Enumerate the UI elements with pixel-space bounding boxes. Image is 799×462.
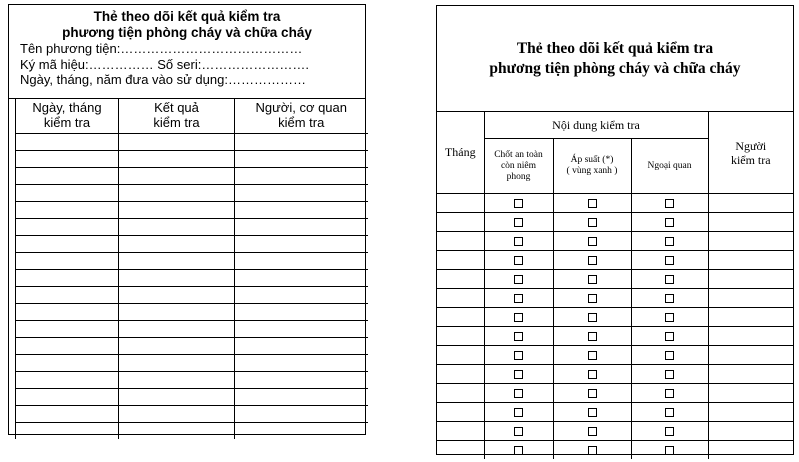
right-table-cell[interactable]: [631, 270, 708, 289]
left-table-cell[interactable]: [16, 389, 119, 406]
checkbox[interactable]: [665, 237, 674, 246]
checkbox[interactable]: [665, 389, 674, 398]
left-table-row: [16, 168, 368, 185]
left-table-cell[interactable]: [119, 304, 235, 321]
left-table-row: [16, 219, 368, 236]
checkbox[interactable]: [514, 218, 523, 227]
right-table-cell[interactable]: [484, 403, 553, 422]
right-table-cell[interactable]: [631, 346, 708, 365]
left-table-row: [16, 202, 368, 219]
right-table-cell[interactable]: [484, 232, 553, 251]
checkbox[interactable]: [665, 332, 674, 341]
right-table-cell[interactable]: [553, 346, 631, 365]
right-table-cell[interactable]: [484, 308, 553, 327]
left-table-cell[interactable]: [119, 253, 235, 270]
left-table-row: [16, 134, 368, 151]
left-table-cell[interactable]: [16, 270, 119, 287]
checkbox[interactable]: [514, 370, 523, 379]
checkbox[interactable]: [665, 275, 674, 284]
left-table-cell[interactable]: [119, 219, 235, 236]
right-table-cell[interactable]: [708, 289, 793, 308]
checkbox[interactable]: [588, 408, 597, 417]
right-table-cell[interactable]: [631, 213, 708, 232]
checkbox[interactable]: [514, 446, 523, 455]
left-table-row: [16, 287, 368, 304]
right-table-cell[interactable]: [631, 194, 708, 213]
right-table-row: [437, 403, 793, 422]
left-card-title-line2: phương tiện phòng cháy và chữa cháy: [62, 25, 312, 40]
checkbox[interactable]: [588, 256, 597, 265]
checkbox[interactable]: [665, 256, 674, 265]
right-table-cell[interactable]: [631, 251, 708, 270]
right-table-cell[interactable]: [437, 403, 484, 422]
checkbox[interactable]: [665, 446, 674, 455]
checkbox[interactable]: [588, 389, 597, 398]
right-table-cell[interactable]: [631, 441, 708, 460]
right-table-cell[interactable]: [484, 194, 553, 213]
right-table-cell[interactable]: [553, 403, 631, 422]
checkbox[interactable]: [665, 294, 674, 303]
checkbox[interactable]: [665, 370, 674, 379]
right-table-cell[interactable]: [708, 441, 793, 460]
left-table-cell[interactable]: [235, 202, 368, 219]
left-table-cell[interactable]: [235, 372, 368, 389]
left-table-cell[interactable]: [16, 202, 119, 219]
checkbox[interactable]: [588, 332, 597, 341]
column-header-inspector: Người kiểm tra: [708, 112, 793, 194]
left-table-cell[interactable]: [119, 372, 235, 389]
left-table-cell[interactable]: [16, 151, 119, 168]
checkbox[interactable]: [514, 237, 523, 246]
right-table-row: [437, 308, 793, 327]
checkbox[interactable]: [514, 408, 523, 417]
right-inspection-table: [437, 112, 793, 459]
checkbox[interactable]: [588, 370, 597, 379]
left-inspection-table: [15, 99, 368, 439]
right-table-cell[interactable]: [553, 289, 631, 308]
right-table-cell[interactable]: [437, 384, 484, 403]
left-table-cell[interactable]: [235, 355, 368, 372]
right-table-row: [437, 365, 793, 384]
left-table-cell[interactable]: [119, 202, 235, 219]
checkbox[interactable]: [665, 199, 674, 208]
right-table-cell[interactable]: [553, 422, 631, 441]
right-table-row: [437, 346, 793, 365]
right-table-cell[interactable]: [631, 289, 708, 308]
right-table-cell[interactable]: [437, 270, 484, 289]
left-table-cell[interactable]: [16, 168, 119, 185]
right-table-row: [437, 289, 793, 308]
left-table-cell[interactable]: [16, 134, 119, 151]
left-table-cell[interactable]: [119, 287, 235, 304]
right-table-cell[interactable]: [553, 308, 631, 327]
left-table-row: [16, 236, 368, 253]
checkbox[interactable]: [588, 218, 597, 227]
right-table-cell[interactable]: [631, 308, 708, 327]
right-table-row: [437, 270, 793, 289]
left-table-cell[interactable]: [235, 253, 368, 270]
checkbox[interactable]: [665, 351, 674, 360]
checkbox[interactable]: [588, 351, 597, 360]
right-table-cell[interactable]: [708, 232, 793, 251]
right-table-cell[interactable]: [708, 346, 793, 365]
right-table-row: [437, 441, 793, 460]
checkbox[interactable]: [588, 446, 597, 455]
column-header-month: Tháng: [437, 112, 484, 194]
left-table-cell[interactable]: [119, 270, 235, 287]
checkbox[interactable]: [588, 313, 597, 322]
left-table-cell[interactable]: [119, 406, 235, 423]
right-table-cell[interactable]: [631, 365, 708, 384]
right-table-cell[interactable]: [553, 384, 631, 403]
column-header-result: Kết quả kiểm tra: [119, 99, 235, 134]
left-card-header: [9, 5, 365, 99]
left-table-cell[interactable]: [119, 355, 235, 372]
left-table-row: [16, 253, 368, 270]
left-table-cell[interactable]: [16, 406, 119, 423]
checkbox[interactable]: [665, 313, 674, 322]
right-table-cell[interactable]: [484, 346, 553, 365]
right-table-cell[interactable]: [484, 251, 553, 270]
left-table-row: [16, 389, 368, 406]
left-table-cell[interactable]: [119, 185, 235, 202]
left-table-cell[interactable]: [235, 389, 368, 406]
checkbox[interactable]: [514, 275, 523, 284]
right-table-cell[interactable]: [631, 384, 708, 403]
checkbox[interactable]: [588, 275, 597, 284]
column-header-pressure: Áp suất (*) ( vùng xanh ): [553, 139, 631, 194]
left-table-cell[interactable]: [235, 134, 368, 151]
checkbox[interactable]: [514, 389, 523, 398]
right-table-cell[interactable]: [553, 251, 631, 270]
equipment-name-field: Tên phương tiện:……………………………………: [20, 41, 303, 56]
right-table-cell[interactable]: [553, 194, 631, 213]
right-table-row: [437, 213, 793, 232]
left-table-row: [16, 406, 368, 423]
right-table-cell[interactable]: [484, 441, 553, 460]
left-table-cell[interactable]: [16, 321, 119, 338]
right-table-row: [437, 422, 793, 441]
right-table-cell[interactable]: [708, 365, 793, 384]
right-table-cell[interactable]: [553, 327, 631, 346]
left-table-row: [16, 151, 368, 168]
right-table-row: [437, 232, 793, 251]
left-table-cell[interactable]: [235, 338, 368, 355]
left-table-cell[interactable]: [16, 338, 119, 355]
left-table-cell[interactable]: [235, 304, 368, 321]
left-table-row: [16, 270, 368, 287]
right-table-cell[interactable]: [631, 327, 708, 346]
column-header-appearance: Ngoại quan: [631, 139, 708, 194]
right-table-row: [437, 251, 793, 270]
left-table-cell[interactable]: [119, 134, 235, 151]
model-serial-field: Ký mã hiệu:…………… Số seri:…………………….: [20, 56, 309, 72]
right-table-cell[interactable]: [708, 308, 793, 327]
left-table-cell[interactable]: [235, 236, 368, 253]
right-table-cell[interactable]: [437, 365, 484, 384]
left-table-cell[interactable]: [235, 270, 368, 287]
checkbox[interactable]: [588, 294, 597, 303]
right-table-cell[interactable]: [437, 232, 484, 251]
right-table-cell[interactable]: [553, 365, 631, 384]
checkbox[interactable]: [665, 427, 674, 436]
right-table-cell[interactable]: [437, 251, 484, 270]
right-table-cell[interactable]: [437, 213, 484, 232]
right-table-cell[interactable]: [484, 213, 553, 232]
left-table-cell[interactable]: [16, 253, 119, 270]
right-table-cell[interactable]: [631, 403, 708, 422]
right-table-cell[interactable]: [708, 194, 793, 213]
right-table-cell[interactable]: [708, 251, 793, 270]
left-table-cell[interactable]: [16, 423, 119, 440]
checkbox[interactable]: [514, 256, 523, 265]
left-card-title-line1: Thẻ theo dõi kết quả kiểm tra: [93, 9, 281, 24]
right-table-cell[interactable]: [708, 384, 793, 403]
left-table-row: [16, 355, 368, 372]
right-table-cell[interactable]: [708, 327, 793, 346]
right-inspection-card: [436, 5, 794, 455]
right-table-cell[interactable]: [553, 441, 631, 460]
checkbox[interactable]: [588, 199, 597, 208]
checkbox[interactable]: [514, 313, 523, 322]
right-table-cell[interactable]: [484, 327, 553, 346]
checkbox[interactable]: [588, 427, 597, 436]
right-table-cell[interactable]: [708, 213, 793, 232]
left-table-cell[interactable]: [16, 185, 119, 202]
left-table-cell[interactable]: [119, 389, 235, 406]
left-table-cell[interactable]: [235, 287, 368, 304]
right-table-header-row: [437, 112, 793, 139]
left-table-cell[interactable]: [16, 304, 119, 321]
right-table-cell[interactable]: [437, 422, 484, 441]
left-table-row: [16, 423, 368, 440]
left-table-cell[interactable]: [16, 287, 119, 304]
checkbox[interactable]: [665, 408, 674, 417]
column-header-safety-pin: Chốt an toàn còn niêm phong: [484, 139, 553, 194]
left-table-cell[interactable]: [16, 355, 119, 372]
right-table-row: [437, 194, 793, 213]
left-inspection-card: [8, 4, 366, 435]
left-table-cell[interactable]: [235, 219, 368, 236]
left-table-row: [16, 304, 368, 321]
left-table-cell[interactable]: [235, 151, 368, 168]
column-header-person: Người, cơ quan kiểm tra: [235, 99, 368, 134]
left-table-cell[interactable]: [119, 151, 235, 168]
left-table-cell[interactable]: [235, 168, 368, 185]
left-table-cell[interactable]: [16, 372, 119, 389]
right-table-cell[interactable]: [437, 327, 484, 346]
right-table-cell[interactable]: [437, 441, 484, 460]
column-header-content: Nội dung kiểm tra: [484, 112, 708, 139]
left-table-cell[interactable]: [235, 185, 368, 202]
right-table-cell[interactable]: [484, 289, 553, 308]
left-table-cell[interactable]: [119, 423, 235, 440]
checkbox[interactable]: [665, 218, 674, 227]
right-table-cell[interactable]: [484, 365, 553, 384]
right-table-cell[interactable]: [437, 289, 484, 308]
left-table-row: [16, 372, 368, 389]
checkbox[interactable]: [514, 351, 523, 360]
checkbox[interactable]: [514, 332, 523, 341]
right-table-cell[interactable]: [708, 403, 793, 422]
left-table-row: [16, 185, 368, 202]
right-table-cell[interactable]: [437, 346, 484, 365]
right-table-cell[interactable]: [484, 384, 553, 403]
left-table-cell[interactable]: [119, 236, 235, 253]
right-card-title-line1: Thẻ theo dõi kết quả kiểm tra: [516, 39, 714, 57]
left-table-cell[interactable]: [16, 219, 119, 236]
left-table-cell[interactable]: [235, 423, 368, 440]
right-table-cell[interactable]: [553, 213, 631, 232]
checkbox[interactable]: [514, 199, 523, 208]
left-table-cell[interactable]: [119, 168, 235, 185]
left-table-cell[interactable]: [235, 321, 368, 338]
right-table-cell[interactable]: [553, 270, 631, 289]
right-table-cell[interactable]: [631, 422, 708, 441]
right-table-cell[interactable]: [708, 422, 793, 441]
left-table-cell[interactable]: [119, 338, 235, 355]
right-card-title-line2: phương tiện phòng cháy và chữa cháy: [489, 59, 741, 77]
checkbox[interactable]: [588, 237, 597, 246]
left-table-header-row: [16, 99, 368, 134]
right-table-cell[interactable]: [484, 270, 553, 289]
column-header-date: Ngày, tháng kiểm tra: [16, 99, 119, 134]
right-table-row: [437, 384, 793, 403]
date-in-use-field: Ngày, tháng, năm đưa vào sử dụng:………………: [20, 72, 306, 87]
left-table-row: [16, 321, 368, 338]
right-table-cell[interactable]: [484, 422, 553, 441]
left-table-row: [16, 338, 368, 355]
checkbox[interactable]: [514, 427, 523, 436]
right-table-cell[interactable]: [553, 232, 631, 251]
right-table-cell[interactable]: [708, 270, 793, 289]
right-table-row: [437, 327, 793, 346]
left-table-cell[interactable]: [235, 406, 368, 423]
left-table-cell[interactable]: [119, 321, 235, 338]
right-table-cell[interactable]: [631, 232, 708, 251]
left-table-cell[interactable]: [16, 236, 119, 253]
checkbox[interactable]: [514, 294, 523, 303]
right-table-cell[interactable]: [437, 194, 484, 213]
right-table-cell[interactable]: [437, 308, 484, 327]
right-card-header: [437, 6, 793, 112]
